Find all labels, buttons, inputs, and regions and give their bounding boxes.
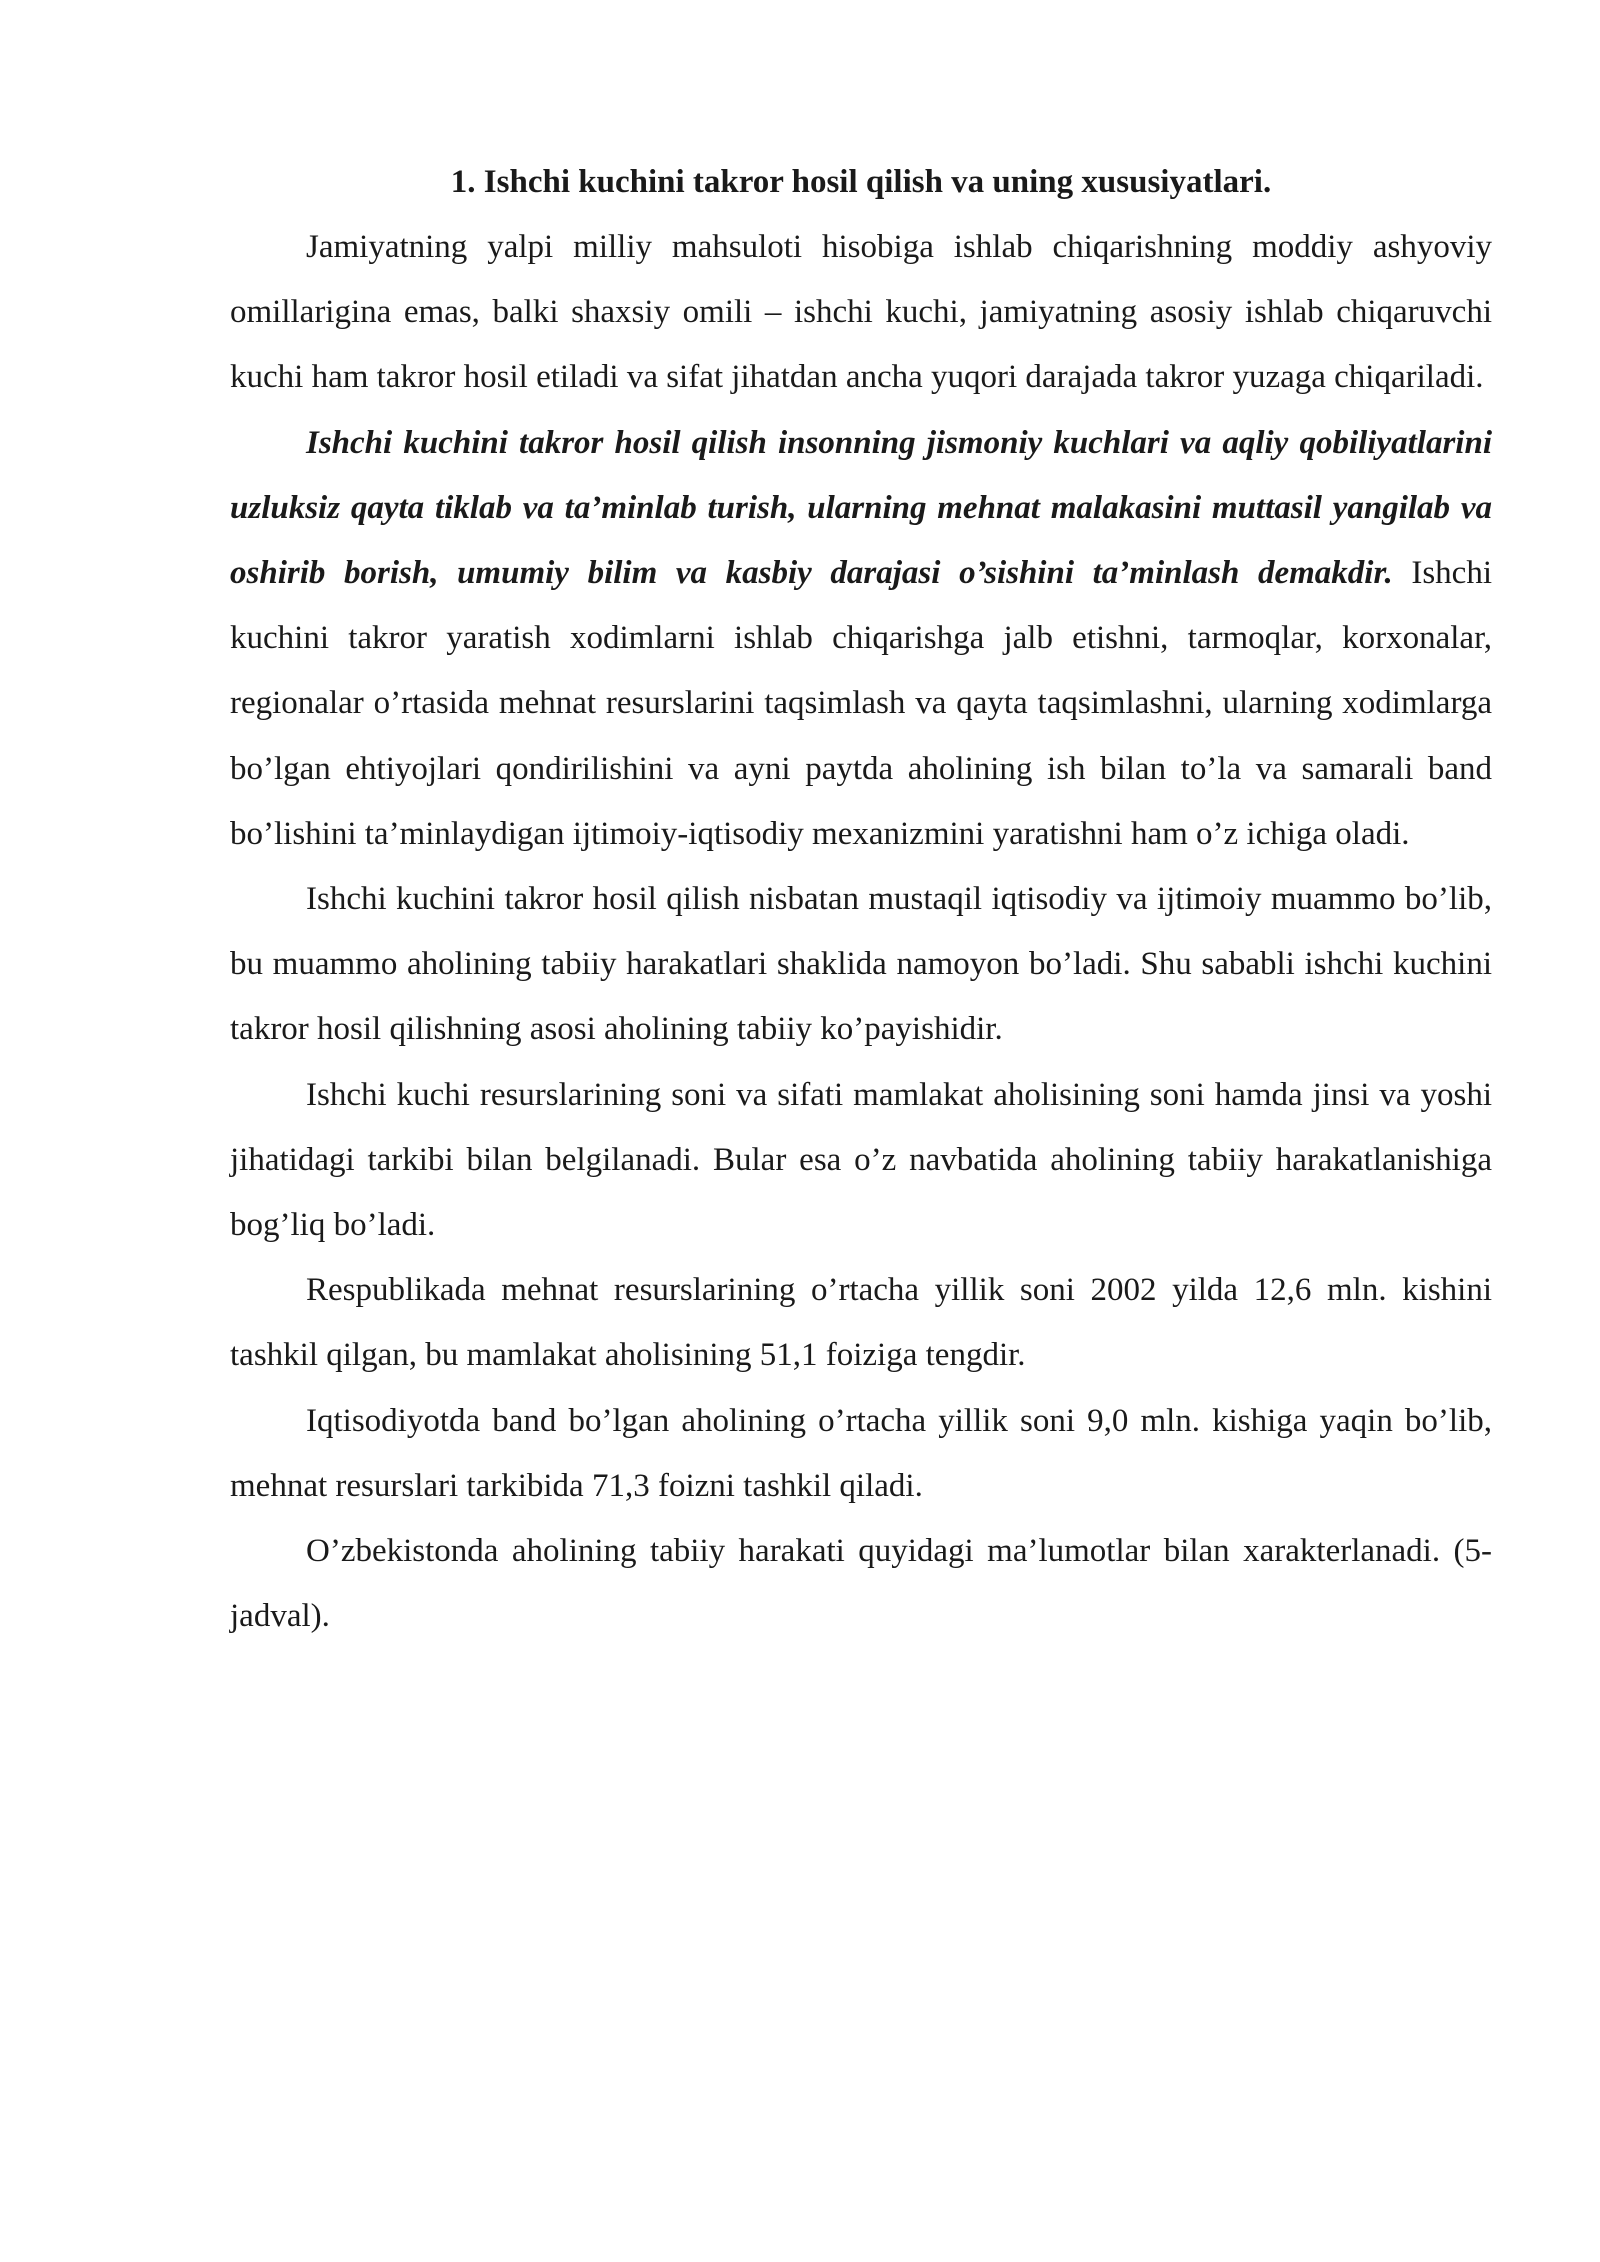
paragraph-4-text: Ishchi kuchi resurslarining soni va sifati mamlakat aholisining soni hamda jinsi va yoshi jihatidagi tarkibi bilan belgilanadi. Bular esa o’z navbatida aholining tabiiy harakatlanishiga bog’liq bo’ladi. — [230, 1076, 1492, 1244]
paragraph-5-text: Respublikada mehnat resurslarining o’rtacha yillik soni 2002 yilda 12,6 mln. kishini tashkil qilgan, bu mamlakat aholisining 51,1 foiziga tengdir. — [230, 1272, 1492, 1374]
section-title: 1. Ishchi kuchini takror hosil qilish va uning xususiyatlari. — [450, 164, 1272, 200]
paragraph-5 — [230, 1258, 1492, 1388]
paragraph-3 — [230, 867, 1492, 1063]
paragraph-6-text: Iqtisodiyotda band bo’lgan aholining o’rtacha yillik soni 9,0 mln. kishiga yaqin bo’lib, mehnat resurslari tarkibida 71,3 foizni tashkil qiladi. — [230, 1402, 1492, 1504]
paragraph-1 — [230, 215, 1492, 411]
paragraph-2 — [230, 411, 1492, 867]
paragraph-4 — [230, 1063, 1492, 1259]
paragraph-3-text: Ishchi kuchini takror hosil qilish nisbatan mustaqil iqtisodiy va ijtimoiy muammo bo’lib, bu muammo aholining tabiiy harakatlari shaklida namoyon bo’ladi. Shu sababli ishchi kuchini takror hosil qilishning asosi aholining tabiiy ko’payishidir. — [230, 881, 1492, 1048]
paragraph-7-text: O’zbekistonda aholining tabiiy harakati quyidagi ma’lumotlar bilan xarakterlanadi. (5-jadval). — [230, 1533, 1492, 1635]
definition-text: Ishchi kuchini takror hosil qilish insonning jismoniy kuchlari va aqliy qobiliyatlarini uzluksiz qayta tiklab va ta’minlab turish, ularning mehnat malakasini muttasil yangilab va oshirib borish, umumiy bilim va kasbiy darajasi o’sishini ta’minlash demakdir. — [230, 424, 1492, 592]
paragraph-1-text: Jamiyatning yalpi milliy mahsuloti hisobiga ishlab chiqarishning moddiy ashyoviy omillarigina emas, balki shaxsiy omili – ishchi kuchi, jamiyatning asosiy ishlab chiqaruvchi kuchi ham takror hosil etiladi va sifat jihatdan ancha yuqori darajada takror yuzaga chiqariladi. — [230, 229, 1492, 396]
paragraph-6 — [230, 1389, 1492, 1519]
paragraph-2-text: Ishchi kuchini takror yaratish xodimlarni ishlab chiqarishga jalb etishni, tarmoqlar, korxonalar, regionalar o’rtasida mehnat resurslarini taqsimlash va qayta taqsimlashni, ularning xodimlarga bo’lgan ehtiyojlari qondirilishini va ayni paytda aholining ish bilan to’la va samarali band bo’lishini ta’minlaydigan ijtimoiy-iqtisodiy mexanizmini yaratishni ham o’z ichiga oladi. — [230, 555, 1492, 852]
paragraph-7 — [230, 1519, 1492, 1649]
document-page — [230, 150, 1492, 1649]
